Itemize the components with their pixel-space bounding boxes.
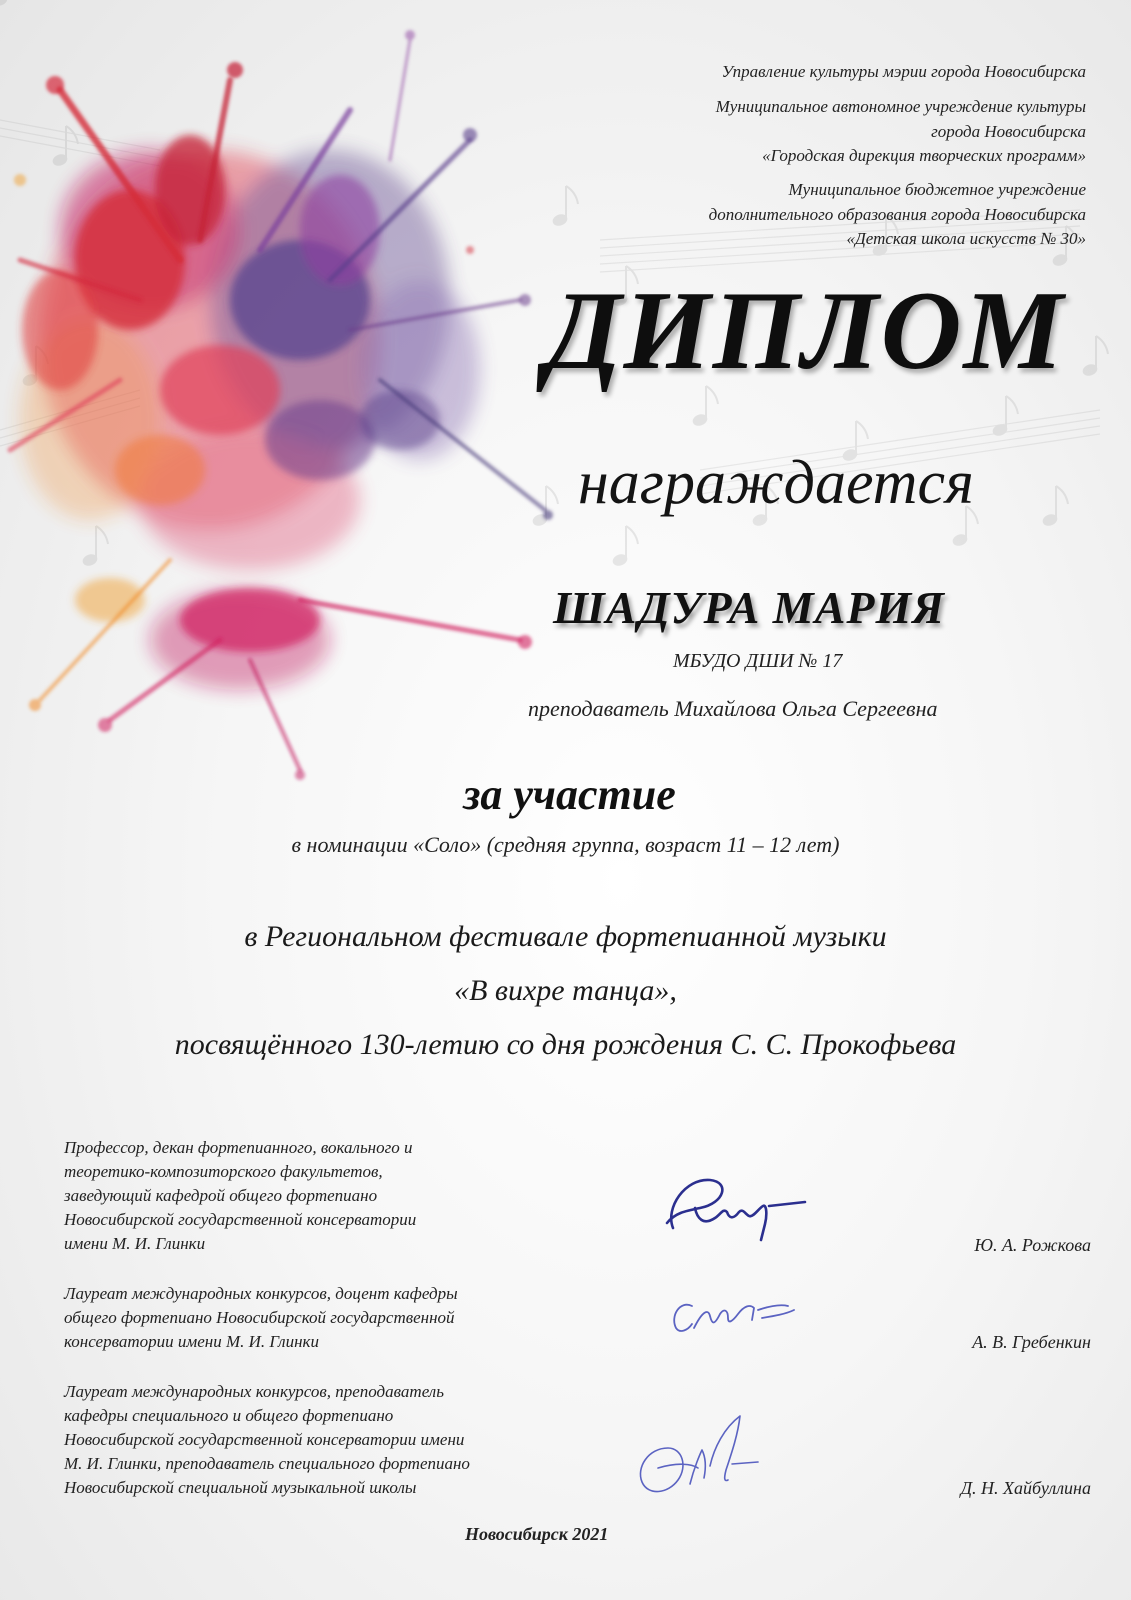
signatory-3-line-4: М. И. Глинки, преподаватель специального фортепиано: [64, 1454, 470, 1473]
signatory-1-name: Ю. А. Рожкова: [974, 1235, 1091, 1255]
recipient-name: ШАДУРА МАРИЯ: [553, 582, 945, 633]
header-org-2-line-1: Муниципальное автономное учреждение культуры: [715, 97, 1086, 116]
header-org-1-line: Управление культуры мэрии города Новосибирска: [721, 62, 1086, 81]
header-org-2-line-3: «Городская дирекция творческих программ»: [762, 146, 1086, 165]
festival-line-3: посвящённого 130-летию со дня рождения С. С. Прокофьева: [174, 1028, 957, 1061]
header-org-3-line-2: дополнительного образования города Новосибирска: [708, 204, 1086, 224]
signatory-1-line-3: заведующий кафедрой общего фортепиано: [64, 1186, 378, 1205]
signatory-2-name: А. В. Гребенкин: [972, 1332, 1091, 1352]
awarded-text: награждается: [578, 449, 974, 517]
signatory-3-line-1: Лауреат международных конкурсов, преподаватель: [64, 1382, 444, 1401]
footer-city-year: Новосибирск 2021: [465, 1524, 609, 1544]
signatory-2-line-2: общего фортепиано Новосибирской государственной: [64, 1308, 455, 1327]
signatory-1-line-1: Профессор, декан фортепианного, вокального и: [64, 1138, 413, 1157]
watercolor-splash: [10, 30, 553, 780]
festival-line-1: в Региональном фестивале фортепианной музыки: [244, 920, 887, 953]
header-org-1: [722, 60, 1086, 85]
diploma-title: ДИПЛОМ: [545, 269, 1066, 393]
header-org-3-line-3: «Детская школа искусств № 30»: [846, 229, 1086, 248]
nomination-text: в номинации «Соло» (средняя группа, возраст 11 – 12 лет): [291, 832, 840, 857]
recipient-teacher: преподаватель Михайлова Ольга Сергеевна: [528, 696, 938, 721]
award-reason: [0, 770, 1131, 819]
signatory-2-line-1: Лауреат международных конкурсов, доцент кафедры: [64, 1284, 458, 1303]
signatory-1-description: [64, 1136, 416, 1256]
signatory-3-name: Д. Н. Хайбуллина: [960, 1478, 1091, 1498]
header-org-2: [716, 95, 1086, 169]
signatory-3-line-2: кафедры специального и общего фортепиано: [64, 1406, 394, 1425]
signatory-2-description: [64, 1282, 458, 1354]
signature-2: [662, 1288, 812, 1348]
recipient-school: МБУДО ДШИ № 17: [673, 650, 843, 672]
signatory-2-line-3: консерватории имени М. И. Глинки: [64, 1332, 319, 1351]
signatory-1-line-4: Новосибирской государственной консерватории: [64, 1210, 417, 1229]
header-org-3: [709, 178, 1086, 252]
signatory-1-line-2: теоретико-композиторского факультетов,: [64, 1162, 383, 1181]
award-reason-text: за участие: [463, 770, 676, 819]
signatory-3-description: [64, 1380, 470, 1500]
signatory-3-line-3: Новосибирской государственной консерватории имени: [64, 1430, 465, 1449]
signature-3: [628, 1408, 768, 1508]
festival-line-2: «В вихре танца»,: [454, 974, 677, 1007]
header-org-2-line-2: города Новосибирска: [931, 121, 1086, 141]
signatory-1-line-5: имени М. И. Глинки: [64, 1234, 206, 1253]
signatory-3-line-5: Новосибирской специальной музыкальной школы: [64, 1478, 417, 1497]
header-org-3-line-1: Муниципальное бюджетное учреждение: [788, 180, 1086, 199]
signature-1: [655, 1168, 815, 1248]
